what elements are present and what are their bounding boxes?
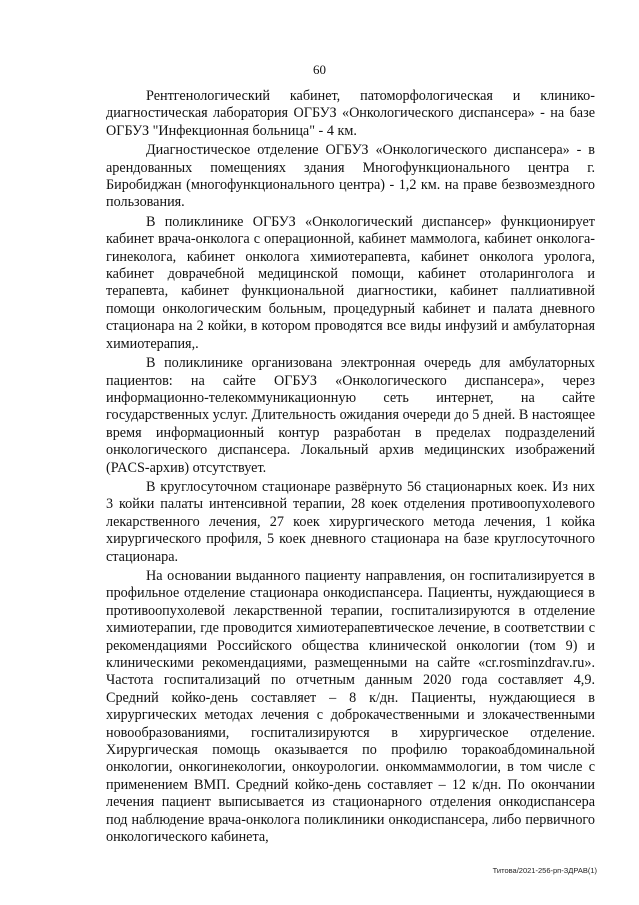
footer-document-code: Титова/2021-256-рп-ЗДРАВ(1) [492, 866, 597, 875]
paragraph-xray-lab: Рентгенологический кабинет, патоморфологическая и клинико-диагностическая лаборатория ОГБУЗ «Онкологического диспансера» - на базе ОГБУЗ "Инфекционная больница" - 4 км. [106, 88, 595, 139]
paragraph-hospital-beds: В круглосуточном стационаре развёрнуто 56 стационарных коек. Из них 3 койки палаты интенсивной терапии, 28 коек отделения противоопухолевого лекарственного лечения, 27 коек хирургического метода лечения, 1 койка хирургического профиля, 5 коек дневного стационара на базе круглосуточного стационара. [106, 478, 595, 565]
paragraph-hospitalization: На основании выданного пациенту направления, он госпитализируется в профильное отделение стационара онкодиспансера. Пациенты, нуждающиеся в противоопухолевой лекарственной терапии, госпитализируются в отделение химиотерапии, где проводится химиотерапевтическое лечение, в соответствии с рекомендациями Российского общества клинической онкологии (том 9) и клиническими рекомендациями, размещенными на сайте «cr.rosminzdrav.ru». Частота госпитализаций по отчетным данным 2020 года составляет 4,9. Средний койко-день составляет – 8 к/дн. Пациенты, нуждающиеся в хирургических методах лечения с доброкачественными и злокачественными новообразованиями, госпитализируются в хирургическое отделение. Хирургическая помощь оказывается по профилю торакоабдоминальной онкологии, онкогинекологии, онкоурологии. онкоммаммологии, в том числе с применением ВМП. Средний койко-день составляет – 12 к/дн. По окончании лечения пациент выписывается из стационарного отделения онкодиспансера под наблюдение врача-онколога поликлиники онкодиспансера, либо первичного онкологического кабинета, [106, 567, 595, 846]
page-number: 60 [313, 62, 326, 77]
paragraph-polyclinic-offices: В поликлинике ОГБУЗ «Онкологический диспансер» функционирует кабинет врача-онколога с операционной, кабинет маммолога, кабинет онколога-гинеколога, кабинет онколога химиотерапевта, кабинет онколога уролога, кабинет доврачебной медицинской помощи, кабинет отоларинголога и терапевта, кабинет функциональной диагностики, кабинет паллиативной помощи онкологическим больным, процедурный кабинет и палата дневного стационара на 2 койки, в котором проводятся все виды инфузий и амбулаторная химиотерапия,. [106, 213, 595, 352]
paragraph-electronic-queue: В поликлинике организована электронная очередь для амбулаторных пациентов: на сайте ОГБУЗ «Онкологического диспансера», через информационно-телекоммуникационную сеть интернет, на сайте государственных услуг. Длительность ожидания очереди до 5 дней. В настоящее время информационный контур разработан в пределах подразделений онкологического диспансера. Локальный архив медицинских изображений (PACS-архив) отсутствует. [106, 355, 595, 476]
document-body [106, 88, 595, 848]
paragraph-diagnostic-department: Диагностическое отделение ОГБУЗ «Онкологического диспансера» - в арендованных помещениях здания Многофункционального центра г. Биробиджан (многофункционального центра) - 1,2 км. на праве безвозмездного пользования. [106, 142, 595, 211]
